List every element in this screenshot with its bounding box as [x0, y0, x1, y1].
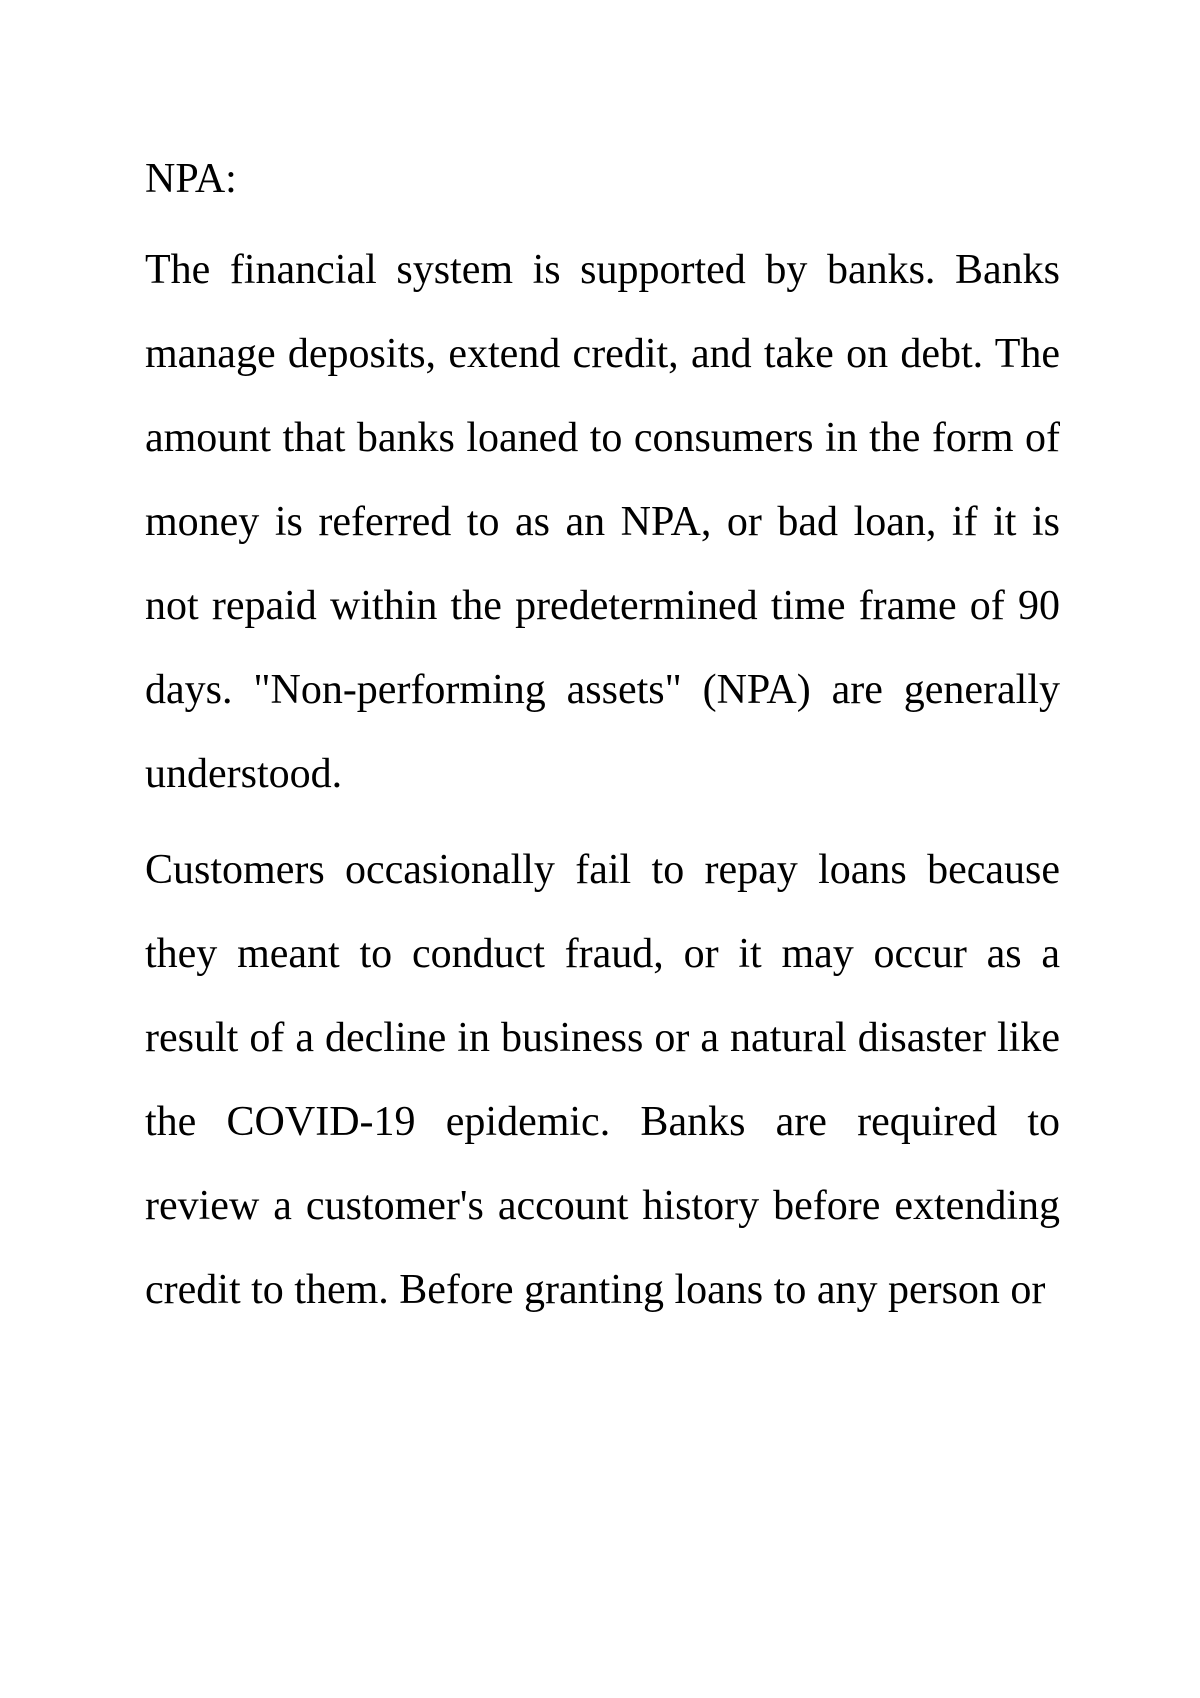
- paragraph-1: The financial system is supported by banks. Banks manage deposits, extend credit, and take on debt. The amount that banks loaned to consumers in the form of money is referred to as an NPA, or bad loan, if it is not repaid within the predetermined time frame of 90 days. "Non-performing assets" (NPA) are generally understood.: [145, 247, 1060, 797]
- document-body: [145, 142, 1060, 1344]
- paragraph-2: Customers occasionally fail to repay loans because they meant to conduct fraud, or it may occur as a result of a decline in business or a natural disaster like the COVID-19 epidemic. Banks are required to review a customer's account history before extending credit to them. Before granting loans to any person or: [145, 847, 1060, 1313]
- section-heading: NPA:: [145, 156, 237, 202]
